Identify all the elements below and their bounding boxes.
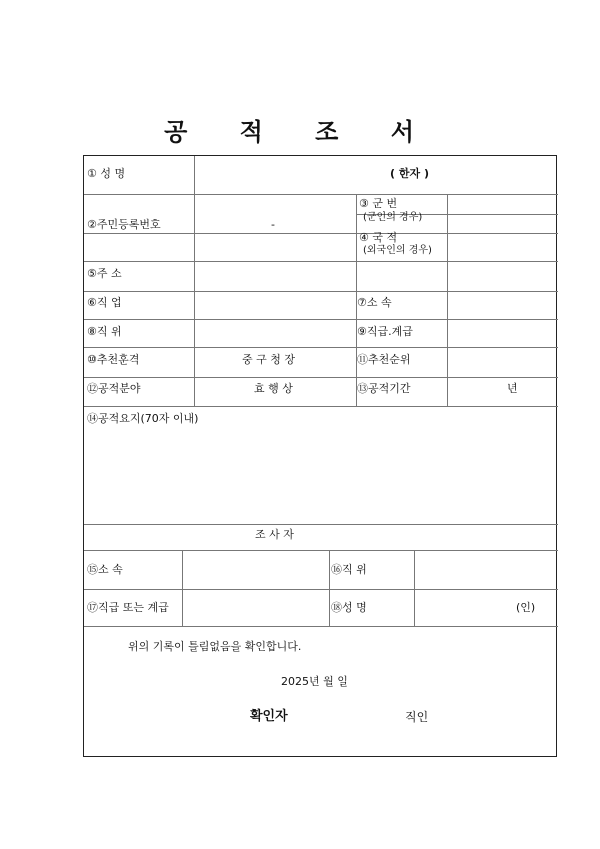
investigator-heading: 조 사 자 xyxy=(255,528,294,541)
field-value: 효 행 상 xyxy=(254,382,293,395)
field-label: ⑫공적분야 xyxy=(87,382,141,395)
hanja-label: ( 한자 ) xyxy=(390,167,429,180)
period-value: 년 xyxy=(507,382,518,395)
nationality-label: ④ 국 적 xyxy=(359,231,398,244)
position-label: ⑧직 위 xyxy=(87,325,122,338)
investigator-affiliation-label: ⑮소 속 xyxy=(87,563,123,576)
affiliation-label: ⑦소 속 xyxy=(357,296,392,309)
confirmation-date: 2025년 월 일 xyxy=(281,675,348,688)
military-number-label: ③ 군 번 xyxy=(359,197,398,210)
rank-label: ⑪추천순위 xyxy=(357,353,411,366)
investigator-position-label: ⑯직 위 xyxy=(331,563,367,576)
period-label: ⑬공적기간 xyxy=(357,382,411,395)
nationality-note: (외국인의 경우) xyxy=(363,245,432,256)
recommender-value: 중 구 청 장 xyxy=(242,353,295,366)
investigator-seal-label: (인) xyxy=(516,601,536,614)
rrn-value: - xyxy=(271,218,275,231)
address-label: ⑤주 소 xyxy=(87,267,122,280)
investigator-grade-label: ⑰직급 또는 계급 xyxy=(87,601,169,614)
form-frame xyxy=(83,155,557,757)
summary-label: ⑭공적요지(70자 이내) xyxy=(87,412,199,425)
confirmer-label: 확인자 xyxy=(250,709,288,724)
rrn-label: ②주민등록번호 xyxy=(87,218,161,231)
official-seal-label: 직인 xyxy=(405,710,429,724)
grade-label: ⑨직급.계급 xyxy=(357,325,413,338)
military-number-note: (군인의 경우) xyxy=(363,212,423,223)
document-title: 공 적 조 서 xyxy=(164,117,436,146)
investigator-name-label: ⑱성 명 xyxy=(331,601,367,614)
job-label: ⑥직 업 xyxy=(87,296,122,309)
confirmation-statement: 위의 기록이 틀림없음을 확인합니다. xyxy=(128,640,302,653)
name-label: ① 성 명 xyxy=(87,167,126,180)
recommender-label: ⑩추천훈격 xyxy=(87,353,140,366)
